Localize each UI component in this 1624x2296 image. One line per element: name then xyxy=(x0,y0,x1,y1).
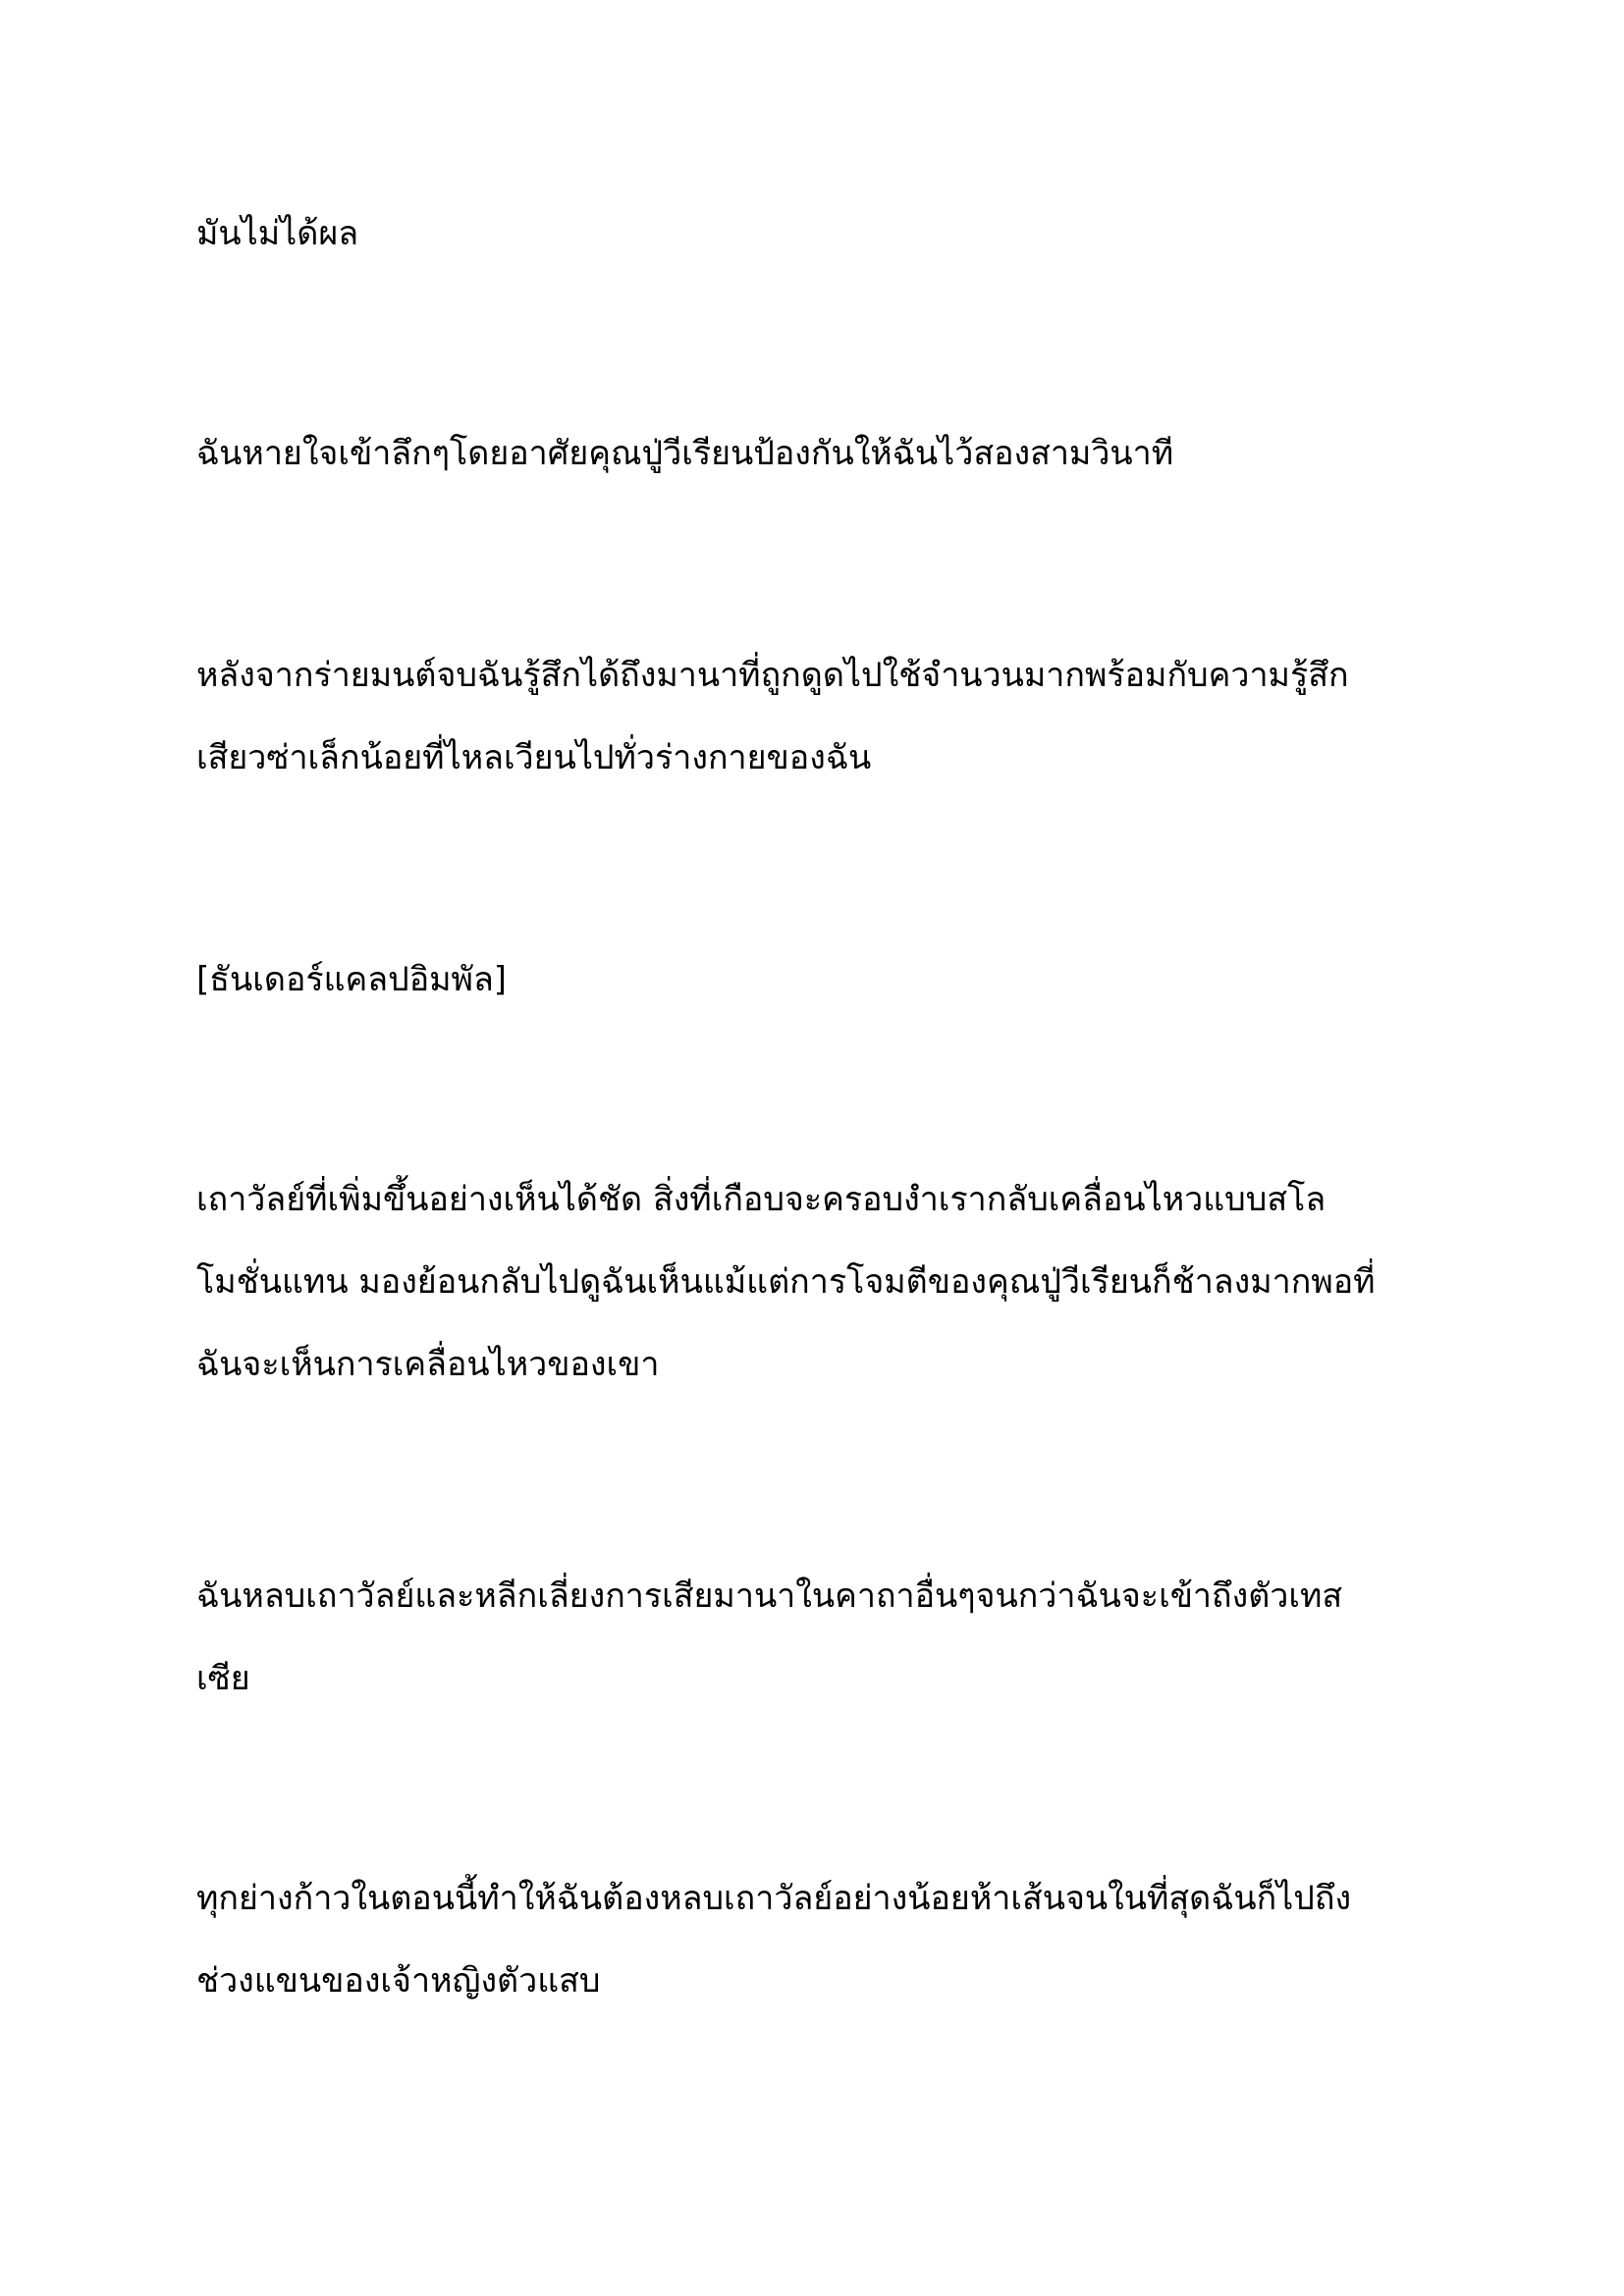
paragraph-3 xyxy=(196,634,1434,799)
text-line: ฉันจะเห็นการเคลื่อนไหวของเขา xyxy=(196,1345,660,1384)
text-line: เซีย xyxy=(196,1659,250,1698)
text-line: โมชั่นแทน มองย้อนกลับไปดูฉันเห็นแม้แต่การโจมตีของคุณปู่วีเรียนก็ช้าลงมากพอที่ xyxy=(196,1262,1376,1302)
paragraph-6 xyxy=(196,1555,1434,1720)
paragraph-7 xyxy=(196,1857,1434,2022)
text-line: ช่วงแขนของเจ้าหญิงตัวแสบ xyxy=(196,1961,601,2001)
text-line: ทุกย่างก้าวในตอนนี้ทำให้ฉันต้องหลบเถาวัลย์อย่างน้อยห้าเส้นจนในที่สุดฉันก็ไปถึง xyxy=(196,1879,1352,1918)
text-line: ฉันหายใจเข้าลึกๆโดยอาศัยคุณปู่วีเรียนป้องกันให้ฉันไว้สองสามวินาที xyxy=(196,434,1174,473)
text-line: มันไม่ได้ผล xyxy=(196,214,359,253)
text-line: หลังจากร่ายมนต์จบฉันรู้สึกได้ถึงมานาที่ถูกดูดไปใช้จำนวนมากพร้อมกับความรู้สึก xyxy=(196,656,1349,695)
text-line: เถาวัลย์ที่เพิ่มขึ้นอย่างเห็นได้ชัด สิ่งที่เกือบจะครอบงำเรากลับเคลื่อนไหวแบบสโล xyxy=(196,1180,1326,1219)
paragraph-4 xyxy=(196,938,1434,1021)
paragraph-2 xyxy=(196,412,1434,495)
paragraph-5 xyxy=(196,1158,1434,1406)
text-line: เสียวซ่าเล็กน้อยที่ไหลเวียนไปทั่วร่างกายของฉัน xyxy=(196,738,872,777)
text-line: ฉันหลบเถาวัลย์และหลีกเลี่ยงการเสียมานาในคาถาอื่นๆจนกว่าฉันจะเข้าถึงตัวเทส xyxy=(196,1576,1343,1616)
paragraph-1 xyxy=(196,192,1434,275)
text-line: [ธันเดอร์แคลปอิมพัล] xyxy=(196,960,508,999)
